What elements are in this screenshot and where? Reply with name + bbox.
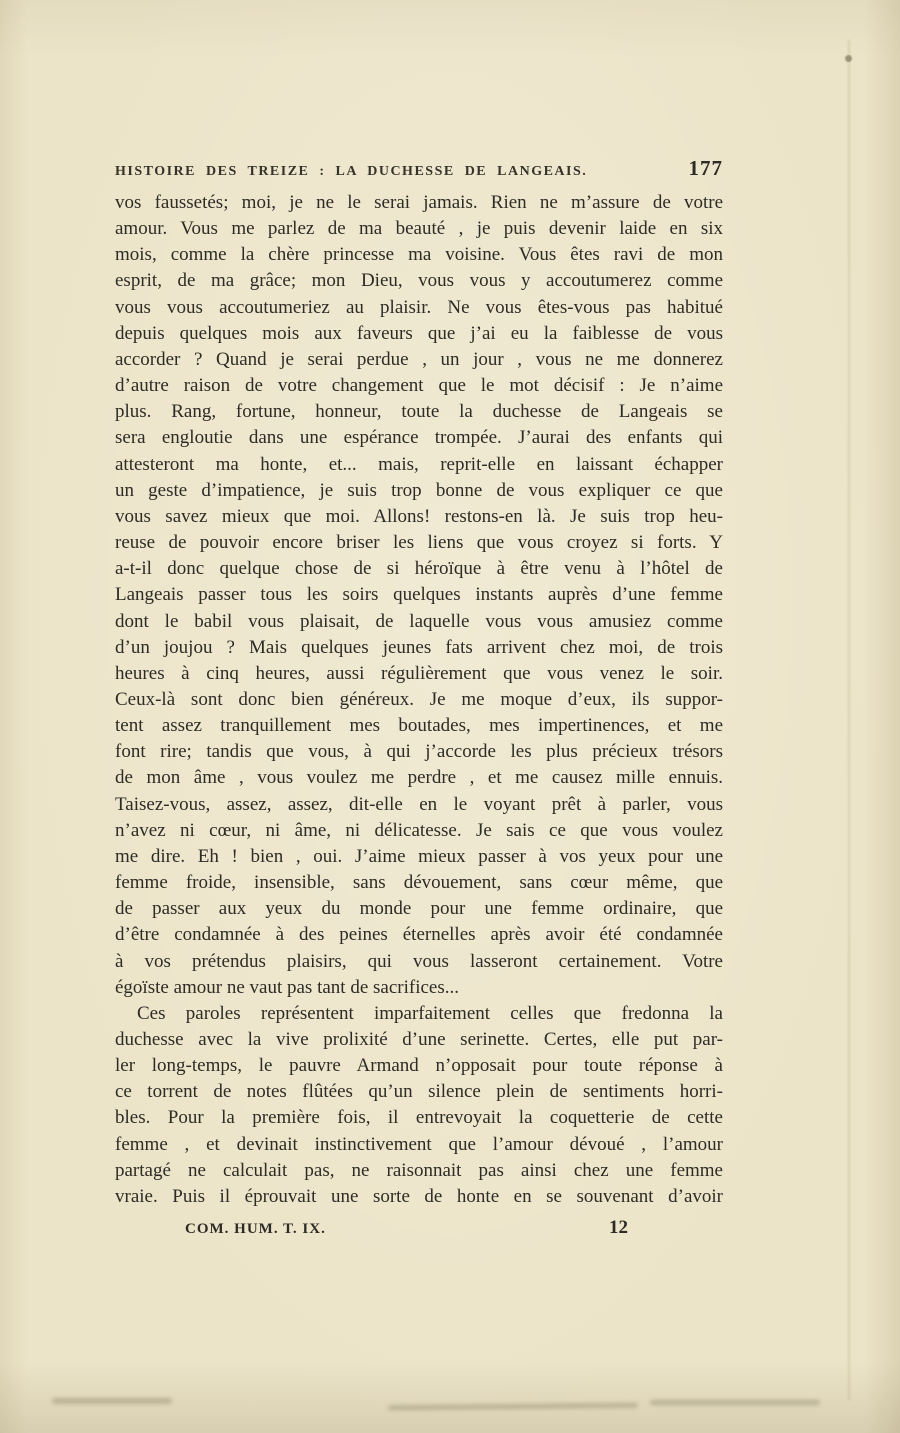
text-line: ce torrent de notes flûtées qu’un silence plein de sentiments horri- [115,1081,723,1103]
text-line: femme , et devinait instinctivement que l’amour dévoué , l’amour [115,1133,723,1155]
text-line: me dire. Eh ! bien , oui. J’aime mieux passer à vos yeux pour une [115,845,723,867]
text-line: a-t-il donc quelque chose de si héroïque à être venu à l’hôtel de [115,558,723,580]
text-line: bles. Pour la première fois, il entrevoyait la coquetterie de cette [115,1107,723,1129]
text-line: vous savez mieux que moi. Allons! restons-en là. Je suis trop heu- [115,505,723,527]
page-fold-shadow [848,40,850,1400]
text-line: depuis quelques mois aux faveurs que j’ai eu la faiblesse de vous [115,322,723,344]
text-line: femme froide, insensible, sans dévouement, sans cœur même, que [115,872,723,894]
text-line: font rire; tandis que vous, à qui j’accorde les plus précieux trésors [115,741,723,763]
text-line: duchesse avec la vive prolixité d’une serinette. Certes, elle put par- [115,1029,723,1050]
text-line: vraie. Puis il éprouvait une sorte de honte en se souvenant d’avoir [115,1185,723,1207]
text-line: heures à cinq heures, aussi régulièrement que vous venez le soir. [115,662,723,684]
text-block [115,156,723,1239]
text-line: de passer aux yeux du monde pour une femme ordinaire, que [115,898,723,920]
text-line: vos faussetés; moi, je ne le serai jamais. Rien ne m’assure de votre [115,192,723,213]
text-line: égoïste amour ne vaut pas tant de sacrifices... [115,976,459,998]
text-line: sera engloutie dans une espérance trompée. J’aurai des enfants qui [115,427,723,449]
ink-speck [845,55,852,62]
text-line: amour. Vous me parlez de ma beauté , je puis devenir laide en six [115,218,723,240]
text-line: un geste d’impatience, je suis trop bonne de vous expliquer ce que [115,479,723,501]
text-line: Ceux-là sont donc bien généreux. Je me moque d’eux, ils suppor- [115,688,723,710]
text-line: dont le babil vous plaisait, de laquelle vous vous amusiez comme [115,610,723,632]
text-line: n’avez ni cœur, ni âme, ni délicatesse. Je sais ce que vous voulez [115,819,723,841]
text-line: de mon âme , vous voulez me perdre , et me causez mille ennuis. [115,767,723,789]
text-line: mois, comme la chère princesse ma voisine. Vous êtes ravi de mon [115,244,723,266]
running-header [115,156,723,181]
text-line: d’autre raison de votre changement que le mot décisif : Je n’aime [115,375,723,397]
text-line: reuse de pouvoir encore briser les liens que vous croyez si forts. Y [115,532,723,554]
text-line: vous vous accoutumeriez au plaisir. Ne vous êtes-vous pas habitué [115,296,723,318]
text-line: ler long-temps, le pauvre Armand n’opposait pour toute réponse à [115,1055,723,1077]
body-text [115,190,723,1210]
text-line: à vos prétendus plaisirs, qui vous lasseront certainement. Votre [115,950,723,972]
printer-signature: COM. HUM. T. IX. [185,1221,326,1238]
bottom-smudge [52,1398,172,1404]
page-number: 177 [688,156,723,180]
page-footer [115,1217,723,1239]
paragraph [115,1001,723,1210]
paragraph [115,190,723,1001]
text-line: attesteront ma honte, et... mais, reprit-elle en laissant échapper [115,453,723,475]
bottom-smudge [650,1400,820,1405]
text-line: Langeais passer tous les soirs quelques instants auprès d’une femme [115,584,723,606]
text-line: esprit, de ma grâce; mon Dieu, vous vous y accoutumerez comme [115,270,723,292]
text-line: accorder ? Quand je serai perdue , un jour , vous ne me donnerez [115,348,723,370]
text-line: Ces paroles représentent imparfaitement celles que fredonna la [137,1002,723,1024]
text-line: partagé ne calculait pas, ne raisonnait pas ainsi chez une femme [115,1159,723,1181]
running-header-title: HISTOIRE DES TREIZE : LA DUCHESSE DE LANGEAIS. [115,164,588,179]
gathering-number: 12 [609,1217,628,1239]
text-line: d’être condamnée à des peines éternelles après avoir été condamnée [115,924,723,946]
text-line: tent assez tranquillement mes boutades, mes impertinences, et me [115,715,723,737]
text-line: plus. Rang, fortune, honneur, toute la duchesse de Langeais se [115,401,723,423]
text-line: d’un joujou ? Mais quelques jeunes fats arrivent chez moi, de trois [115,636,723,658]
text-line: Taisez-vous, assez, assez, dit-elle en le voyant prêt à parler, vous [115,793,723,815]
bottom-smudge [388,1403,638,1411]
